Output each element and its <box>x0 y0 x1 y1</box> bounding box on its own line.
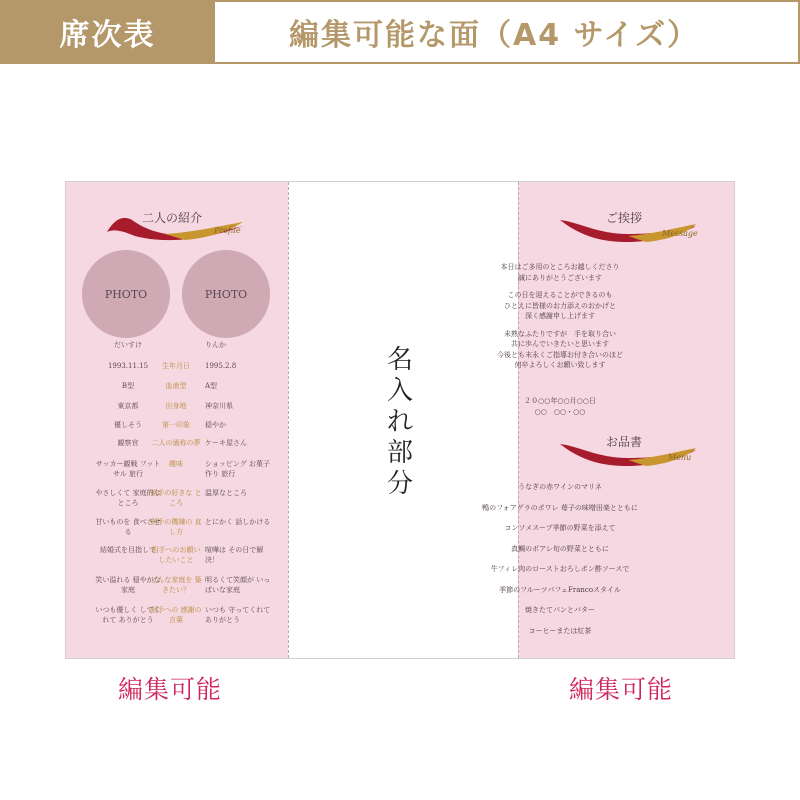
bride-value: とにかく 話しかける <box>205 518 271 526</box>
greeting-line: この日を迎えることができるのも <box>507 291 613 299</box>
greeting-date: ２０○○年○○月○○日 <box>524 397 596 405</box>
name-insert-area[interactable]: 名入れ部分 <box>386 345 413 499</box>
bride-value: 温厚なところ <box>205 489 247 497</box>
groom-value: いつも優しく してくれて ありがとう <box>95 606 161 624</box>
groom-value: 東京都 <box>117 402 139 410</box>
greeting-names: ○○ ○○・○○ <box>534 408 586 416</box>
profile-item-label: 第一印象 <box>162 421 190 429</box>
profile-item-label: 相手へのお願い したいこと <box>151 546 201 564</box>
profile-subtitle: Profile <box>214 226 241 235</box>
profile-title: 二人の紹介 <box>142 211 203 225</box>
groom-photo-placeholder[interactable]: PHOTO <box>82 250 170 338</box>
profile-item-label: 二人の通称の夢 <box>151 439 201 447</box>
greeting-line: 未熟なふたりですが 手を取り合い <box>504 329 616 338</box>
bride-value: 穏やか <box>205 421 226 429</box>
fold-line-left <box>288 182 289 658</box>
greeting-line: 何卒よろしくお願い致します <box>514 361 606 369</box>
menu-item: 牛フィレ肉のローストおろしポン酢ソースで <box>490 565 630 573</box>
header-seating-chart-label: 席次表 <box>0 0 215 64</box>
left-editable-label: 編集可能 <box>118 675 223 704</box>
bride-value: 喧嘩は その日で解決！ <box>205 546 264 564</box>
groom-value: 結婚式を目指して <box>100 546 156 554</box>
bride-photo-placeholder[interactable]: PHOTO <box>182 250 270 338</box>
groom-value: やさしくて 家庭的なところ <box>95 489 161 507</box>
header-editable-side-label: 編集可能な面（A4 サイズ） <box>215 0 800 64</box>
greeting-subtitle: Message <box>662 229 698 238</box>
profile-item-label: 相手の機嫌の 直し方 <box>150 518 202 536</box>
menu-title: お品書 <box>606 435 643 449</box>
profile-item-label: 相手の好きな ところ <box>150 489 202 507</box>
bride-value: 神奈川県 <box>205 402 233 410</box>
groom-value: サッカー観戦 フットサル 旅行 <box>95 460 161 478</box>
menu-item: コーヒーまたは紅茶 <box>528 626 592 635</box>
menu-item: うなぎの赤ワインのマリネ <box>518 483 602 491</box>
menu-item: 鴨のフォアグラのポワレ 苺子の味噌田楽とともに <box>482 503 638 512</box>
groom-value: だいすけ <box>114 341 142 349</box>
groom-value: 1993.11.15 <box>107 362 149 370</box>
groom-value: B型 <box>121 382 135 390</box>
profile-item-label: 血液型 <box>165 382 187 390</box>
right-editable-label: 編集可能 <box>569 675 674 704</box>
groom-value: 観察官 <box>117 439 139 447</box>
menu-item: 季節のフルーツパフェFrancoスタイル <box>499 585 621 594</box>
groom-value: 甘いものを 食べさせる <box>95 518 161 536</box>
greeting-line: 誠にありがとうございます <box>518 273 602 282</box>
menu-item: コンソメスープ季節の野菜を添えて <box>504 524 616 532</box>
menu-item: 焼きたてパンとバター <box>525 606 595 614</box>
profile-item-label: 生年月日 <box>162 362 190 370</box>
groom-value: 笑い溢れる 穏やかな家庭 <box>95 576 161 594</box>
greeting-line: 今後とも末永くご指導お付き合いのほど <box>497 350 623 359</box>
profile-item-label: 趣味 <box>169 460 183 468</box>
menu-subtitle: Menu <box>668 453 692 462</box>
profile-item-label: 出身地 <box>165 402 187 410</box>
greeting-line: 深く感謝申し上げます <box>525 312 595 320</box>
profile-item-label: どんな家庭を 築きたい？ <box>150 576 202 594</box>
groom-value: 優しそう <box>114 421 142 429</box>
greeting-line: 共に歩んでいきたいと思います <box>511 340 609 348</box>
bride-value: りんか <box>205 341 226 349</box>
bride-value: 明るくて笑顔が いっぱいな家庭 <box>205 576 271 594</box>
bride-value: いつも 守ってくれて ありがとう <box>205 606 271 624</box>
bride-value: ケーキ屋さん <box>205 439 247 447</box>
bride-value: 1995.2.8 <box>205 362 237 370</box>
menu-item: 真鯛のポアレ旬の野菜とともに <box>511 544 609 553</box>
greeting-line: ひとえに皆様のお力添えのおかげと <box>504 301 616 310</box>
profile-item-label: 相手への 感謝の言葉 <box>150 606 202 624</box>
bride-value: ショッピング お菓子作り 旅行 <box>205 460 270 478</box>
greeting-line: 本日はご多用のところお越しくださり <box>500 263 620 271</box>
bride-value: A型 <box>205 382 218 390</box>
greeting-title: ご挨拶 <box>606 211 643 225</box>
